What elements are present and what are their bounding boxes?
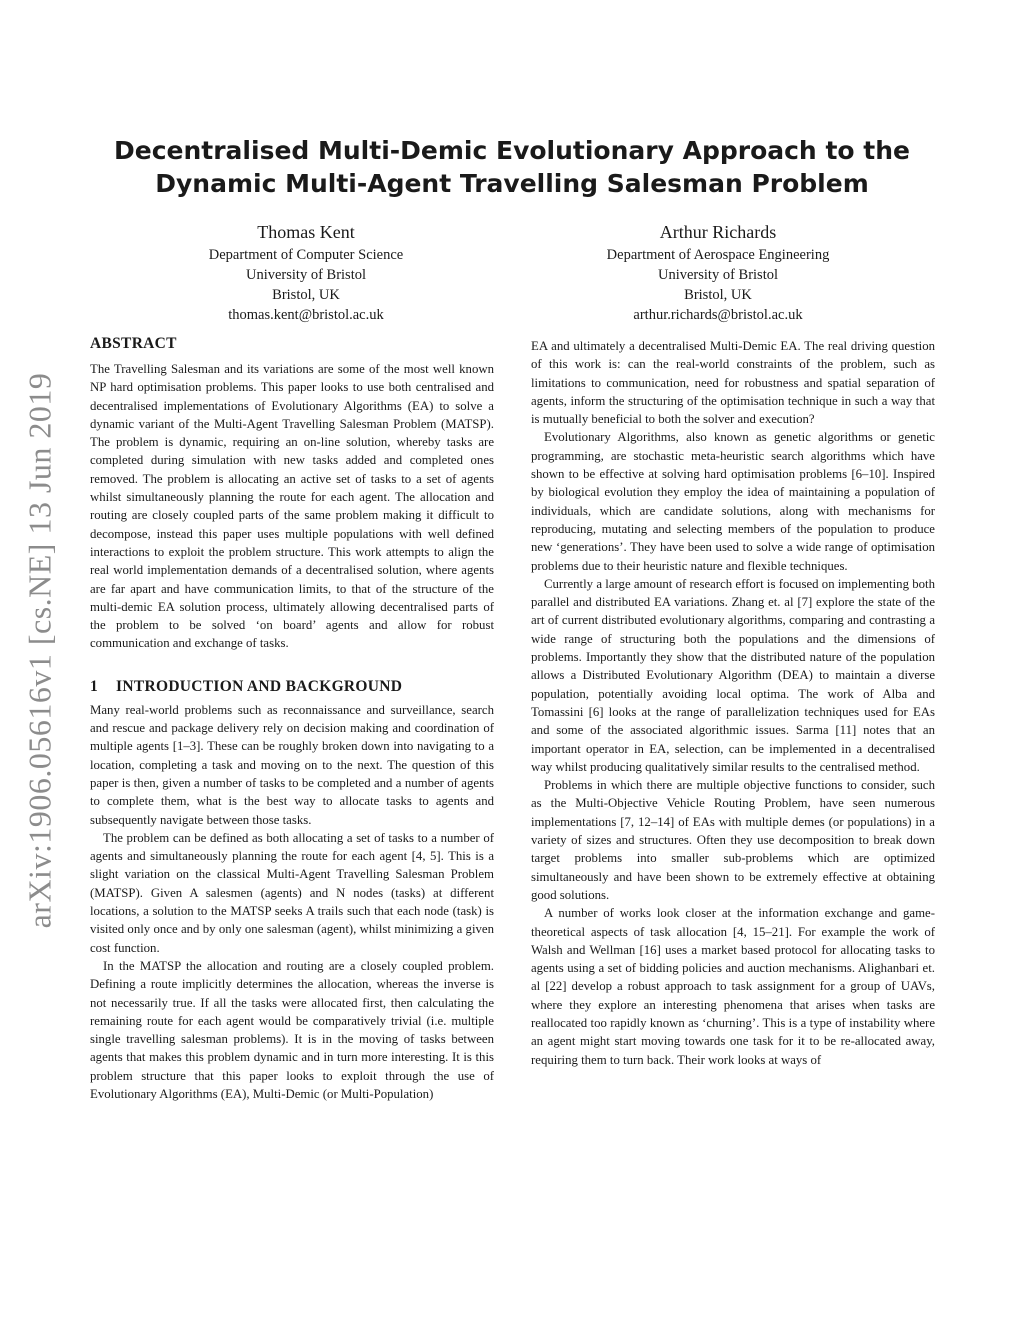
author-name: Arthur Richards [659, 222, 777, 242]
author-email: thomas.kent@bristol.ac.uk [228, 307, 384, 323]
body-paragraph: In the MATSP the allocation and routing are a closely coupled problem. Defining a route implicitly determines the allocation, whereas the inverse is not necessarily true. If all the tasks were allocated first, then calculating the remaining route for each agent would be comparatively trivial (i.e. multiple single travelling salesman problems). It is in the moving of tasks between agents that makes this problem dynamic and in turn more interesting. It is this problem structure that this paper looks to exploit through the use of Evolutionary Algorithms (EA), Multi-Demic (or Multi-Population) [90, 958, 494, 1101]
left-column [90, 334, 494, 1103]
body-paragraph: Evolutionary Algorithms, also known as genetic algorithms or genetic programming, are stochastic meta-heuristic search algorithms which have shown to be effective at solving hard optimisation problems [6–10]. Inspired by biological evolution they employ the idea of maintaining a population of individuals, which are candidate solutions, along with mechanisms for reproducing, mutating and selecting members of the population to produce new ‘generations’. They have been used to solve a wide range of optimisation problems due to their heuristic nature and flexible techniques. [531, 430, 935, 573]
section-number: 1 [90, 677, 99, 695]
author-location: Bristol, UK [684, 287, 752, 303]
abstract-text: The Travelling Salesman and its variations are some of the most well known NP hard optimisation problems. This paper looks to use both centralised and decentralised implementations of Evolutionary Algorithms (EA) to solve a dynamic variant of the Multi-Agent Travelling Salesman Problem (MATSP). The problem is dynamic, requiring an on-line solution, whereby tasks are completed during simulation with new tasks added and completed ones removed. The problem is allocating an active set of tasks to a set of agents whilst simultaneously planning the route for each agent. The allocation and routing are closely coupled parts of the same problem making it difficult to decompose, instead this paper uses multiple populations with well defined interactions to exploit the problem structure. This work attempts to align the real world implementation demands of a decentralised solution, where agents are far apart and have communication limits, to that of the structure of the multi-demic EA solution process, ultimately allowing decentralised parts of the problem to be solved ‘on board’ agents and allow for robust communication and exchange of tasks. [90, 362, 494, 651]
arxiv-identifier-text: arXiv:1906.05616v1 [cs.NE] 13 Jun 2019 [21, 372, 58, 928]
author-email: arthur.richards@bristol.ac.uk [633, 307, 803, 323]
body-paragraph: Currently a large amount of research effort is focused on implementing both parallel and distributed EA variations. Zhang et. al [7] explore the state of the art of current distributed evolutionary algorithms, comparing and contrasting a wide range of structuring both the populations and the dimensions of problems. Importantly they show that the distributed nature of the population allows a Distributed Evolutionary Algorithm (DEA) to maintain a diverse population, potentially avoiding local optima. The work of Alba and Tomassini [6] looks at the range of parallelization techniques used for EAs and some of the associated algorithmic issues. Sarma [11] notes that an important operator in EA, selection, can be implemented in a decentralised way whilst producing qualitatively similar results to the centralised method. [531, 576, 935, 774]
body-paragraph: A number of works look closer at the information exchange and game-theoretical aspects of task allocation [4, 15–21]. For example the work of Walsh and Wellman [16] uses a market based protocol for allocating tasks to agents using a set of bidding policies and auction mechanisms. Alighanbari et. al [22] develop a robust approach to task assignment for a group of UAVs, where they explore an interesting phenomena that arises when tasks are reallocated too rapidly known as ‘churning’. This is a type of instability where an agent might start moving towards one task for it to be re-allocated away, requiring them to turn back. Their work looks at ways of [531, 906, 935, 1067]
arxiv-identifier [14, 350, 66, 950]
paper-title [90, 134, 934, 200]
author-block [156, 221, 456, 325]
author-block [568, 221, 868, 325]
body-paragraph: EA and ultimately a decentralised Multi-Demic EA. The real driving question of this work is: can the real-world constraints of the problem, such as limitations to communication, need for robustness and spatial separation of agents, inform the structuring of the optimisation technique in such a way that is mutually beneficial to both the solver and execution? [531, 339, 935, 427]
body-paragraph: Problems in which there are multiple objective functions to consider, such as the Multi-Objective Vehicle Routing Problem, have seen numerous implementations [7, 12–14] of EAs with multiple demes (or populations) in a variety of sizes and structures. Often they use decomposition to break down target problems into smaller sub-problems which are optimized simultaneously and have been shown to be extremely effective at obtaining good solutions. [531, 778, 935, 902]
section-title: INTRODUCTION AND BACKGROUND [116, 677, 403, 695]
body-paragraph: Many real-world problems such as reconnaissance and surveillance, search and rescue and package delivery rely on decision making and coordination of multiple agents [1–3]. These can be roughly broken down into navigating to a location, completing a task and moving on to the next. The question of this paper is then, given a number of tasks to be completed and a number of agents to complete them, what is the best way to allocate tasks to agents and subsequently navigate between those tasks. [90, 702, 494, 827]
paper-title-line: Dynamic Multi-Agent Travelling Salesman Problem [155, 169, 869, 198]
paper-title-line: Decentralised Multi-Demic Evolutionary Approach to the [114, 136, 910, 165]
right-column [531, 337, 935, 1069]
author-university: University of Bristol [657, 267, 779, 283]
author-university: University of Bristol [245, 267, 367, 283]
abstract-heading: ABSTRACT [90, 335, 177, 352]
author-department: Department of Computer Science [208, 247, 404, 263]
author-location: Bristol, UK [272, 287, 340, 303]
author-department: Department of Aerospace Engineering [606, 247, 830, 263]
section-heading [90, 677, 494, 697]
body-paragraph: The problem can be defined as both allocating a set of tasks to a number of agents and simultaneously planning the route for each agent [4, 5]. This is a slight variation on the classical Multi-Agent Travelling Salesman Problem (MATSP). Given A salesmen (agents) and N nodes (tasks) at different locations, a solution to the MATSP seeks A trails such that each node (task) is visited only once and by only one salesman (agent), whilst minimizing a given cost function. [90, 830, 494, 955]
author-name: Thomas Kent [257, 222, 355, 242]
